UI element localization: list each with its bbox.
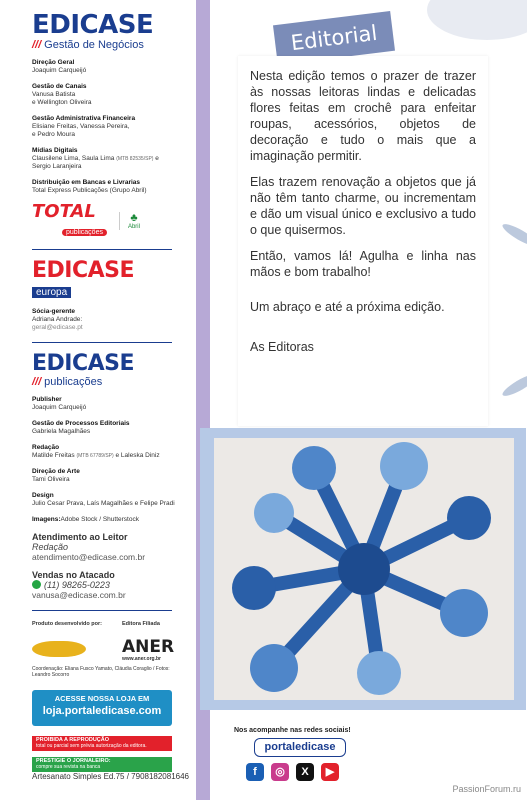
editorial-title-tag: Editorial [273,11,395,65]
credit-names: Gabriela Magalhães [32,428,91,435]
crochet-flower-illustration [214,438,514,700]
edicase-publicacoes-logo: EDICASE /// publicações [32,351,135,388]
credit-role: Gestão Administrativa Financeira [32,115,136,122]
images-credit: Imagens:Adobe Stock / Shutterstock [32,516,139,523]
credit-names: Total Express Publicações (Grupo Abril) [32,187,147,194]
producer-logo-icon [32,641,86,657]
divider [32,610,172,611]
credit-role: Gestão de Processos Editoriais [32,420,130,427]
credit-role: Gestão de Canais [32,83,87,90]
credit-role: Direção de Arte [32,468,80,475]
editorial-card [238,56,488,426]
newsstand-banner: PRESTIGIE O JORNALEIRO: compre sua revista na banca [32,757,172,772]
divider [32,342,172,343]
reader-service-title: Atendimento ao Leitor [32,532,128,542]
credit-names: Elisiane Freitas, Vanessa Pereira, e Pedro Moura [32,123,130,138]
editorial-closing: Um abraço e até a próxima edição. [250,300,445,314]
credit-names: Vanusa Batista e Wellington Oliveira [32,91,92,106]
credit-entry [32,59,196,75]
credit-names: Julio Cesar Prava, Laís Magalhães e Felipe Pradi [32,500,175,507]
reader-service-email[interactable]: atendimento@edicase.com.br [32,552,146,562]
credit-role: Mídias Digitais [32,147,78,154]
store-link-button[interactable]: ACESSE NOSSA LOJA EM loja.portaledicase.com [32,690,172,726]
credit-entry [32,115,196,139]
social-title: Nos acompanhe nas redes sociais! [234,727,351,734]
edicase-europa-logo: EDICASE europa [32,258,135,298]
credit-role: Redação [32,444,60,451]
abril-logo: ♣ Abril [119,212,140,230]
credit-entry: Redação Matilde Freitas (MTB 67789/SP) e Laleska Diniz [32,444,196,460]
editorial-paragraph: Nesta edição temos o prazer de trazer às nossas leitoras lindas e delicadas flores feitas em crochê para enfeitar roupas, acessórios, objetos de decoração e tudo o mais que a imaginação permitir. [250,69,476,163]
tree-icon: ♣ [130,212,138,224]
sales-title: Vendas no Atacado [32,570,115,580]
credits-block [32,59,196,195]
bars-icon: /// [32,376,42,388]
editorial-signature: As Editoras [250,340,314,354]
credit-entry [32,468,196,484]
credit-names: Clausilene Lima, Saula Lima [32,155,115,162]
crochet-flower-photo [214,438,514,700]
leaf-decoration-icon [500,371,527,400]
aner-logo: ANER [121,637,175,657]
sales-phone[interactable]: (11) 98265-0223 [44,580,110,590]
instagram-icon[interactable]: ◎ [271,763,289,781]
total-logo: TOTAL [32,201,96,222]
credit-role: Distribuição em Bancas e Livrarias [32,179,141,186]
credit-names: Matilde Freitas [32,452,75,459]
publications-credits [32,396,196,508]
flower-decoration-icon [427,0,527,40]
credit-role: Publisher [32,396,62,403]
issue-footer: Artesanato Simples Ed.75 / 7908182081646 [32,772,190,781]
credit-entry: Mídias Digitais Clausilene Lima, Saula Lima (MTB 82535/SP) e Sergio Laranjeira [32,147,196,171]
coordination-credit: Coordenação: Eliana Fusco Yamato, Cláudia Coraglio / Fotos: Leandro Socorro [32,666,170,678]
masthead-column: EDICASE /// Gestão de Negócios Direção Geral Joaquim Carqueijó Gestão de Canais Vanusa Batista e Wellington Oliveira Gestão Administrativa Financeira Elisiane Freitas, Vanessa Pereira, e Pedro Moura Mídias Digitais Clausilene Lima, Saula Lima (MTB 82535/SP) e Sergio Laranjeira Distribuição em Bancas e Livrarias Total Express Publicações (Grupo Abril) TOTAL publicações ♣ Abril EDICASE europa Sócia-gerente Adriana Andrade: geral@edicase.pt EDICASE /// publicações Publisher Joaquim Carqueijó Gestão de Processos Editoriais Gabriela Magalhães Redação Matilde Freitas (MTB 67789/SP) e Laleska Diniz Direção de Arte Tami Oliveira Design Julio Cesar Prava, Laís Magalhães e Felipe Pradi Imagens:Adobe Stock / Shutterstock Atendimento ao Leitor Redação atendimento@edicase.com.br Vendas no Atacado (11) 98265-0223 vanusa@edicase.com.br Produto desenvolvido por: Editora Filiada ANER www.aner.org.br Coordenação: Eliana Fusco Yamato, Cláudia Coraglio / Fotos: Leandro Socorro ACESSE NOSSA LOJA EM loja.portaledicase.com PROIBIDA A REPRODUÇÃO total ou parcial sem prévia autorização da editora. PRESTIGIE O JORNALEIRO: compre sua revista na banca [0,0,196,800]
credit-role: Direção Geral [32,59,75,66]
credit-names: Joaquim Carqueijó [32,67,87,74]
credit-role: Design [32,492,54,499]
credit-entry [32,179,196,195]
bars-icon: /// [32,39,42,51]
reproduction-banner: PROIBIDA A REPRODUÇÃO total ou parcial sem prévia autorização da editora. [32,736,172,751]
credit-entry [32,420,196,436]
editorial-paragraph: Elas trazem renovação a objetos que já não têm tanto charme, ou incrementam e dão um visual único e exclusivo a tudo o que quisermos. [250,175,476,237]
editorial-paragraph: Então, vamos lá! Agulha e linha nas mãos e bom trabalho! [250,249,476,279]
credit-entry [32,83,196,107]
partners-row: Produto desenvolvido por: Editora Filiada ANER www.aner.org.br [32,621,175,662]
credit-entry [32,492,196,508]
leaf-decoration-icon [500,221,527,250]
facebook-icon[interactable]: f [246,763,264,781]
watermark: PassionForum.ru [452,784,521,794]
x-icon[interactable]: X [296,763,314,781]
credit-names: Joaquim Carqueijó [32,404,87,411]
distribution-logos: TOTAL publicações ♣ Abril [32,201,140,236]
credit-names: Tami Oliveira [32,476,70,483]
credit-entry [32,396,196,412]
youtube-icon[interactable]: ▶ [321,763,339,781]
social-handle-button[interactable]: portaledicase [254,738,346,757]
social-icons [246,763,339,781]
divider [32,249,172,250]
europa-credit: Sócia-gerente Adriana Andrade: geral@edicase.pt [32,308,83,331]
whatsapp-icon [32,580,41,589]
edicase-logo: EDICASE /// Gestão de Negócios [32,10,154,51]
sales-email[interactable]: vanusa@edicase.com.br [32,590,126,600]
